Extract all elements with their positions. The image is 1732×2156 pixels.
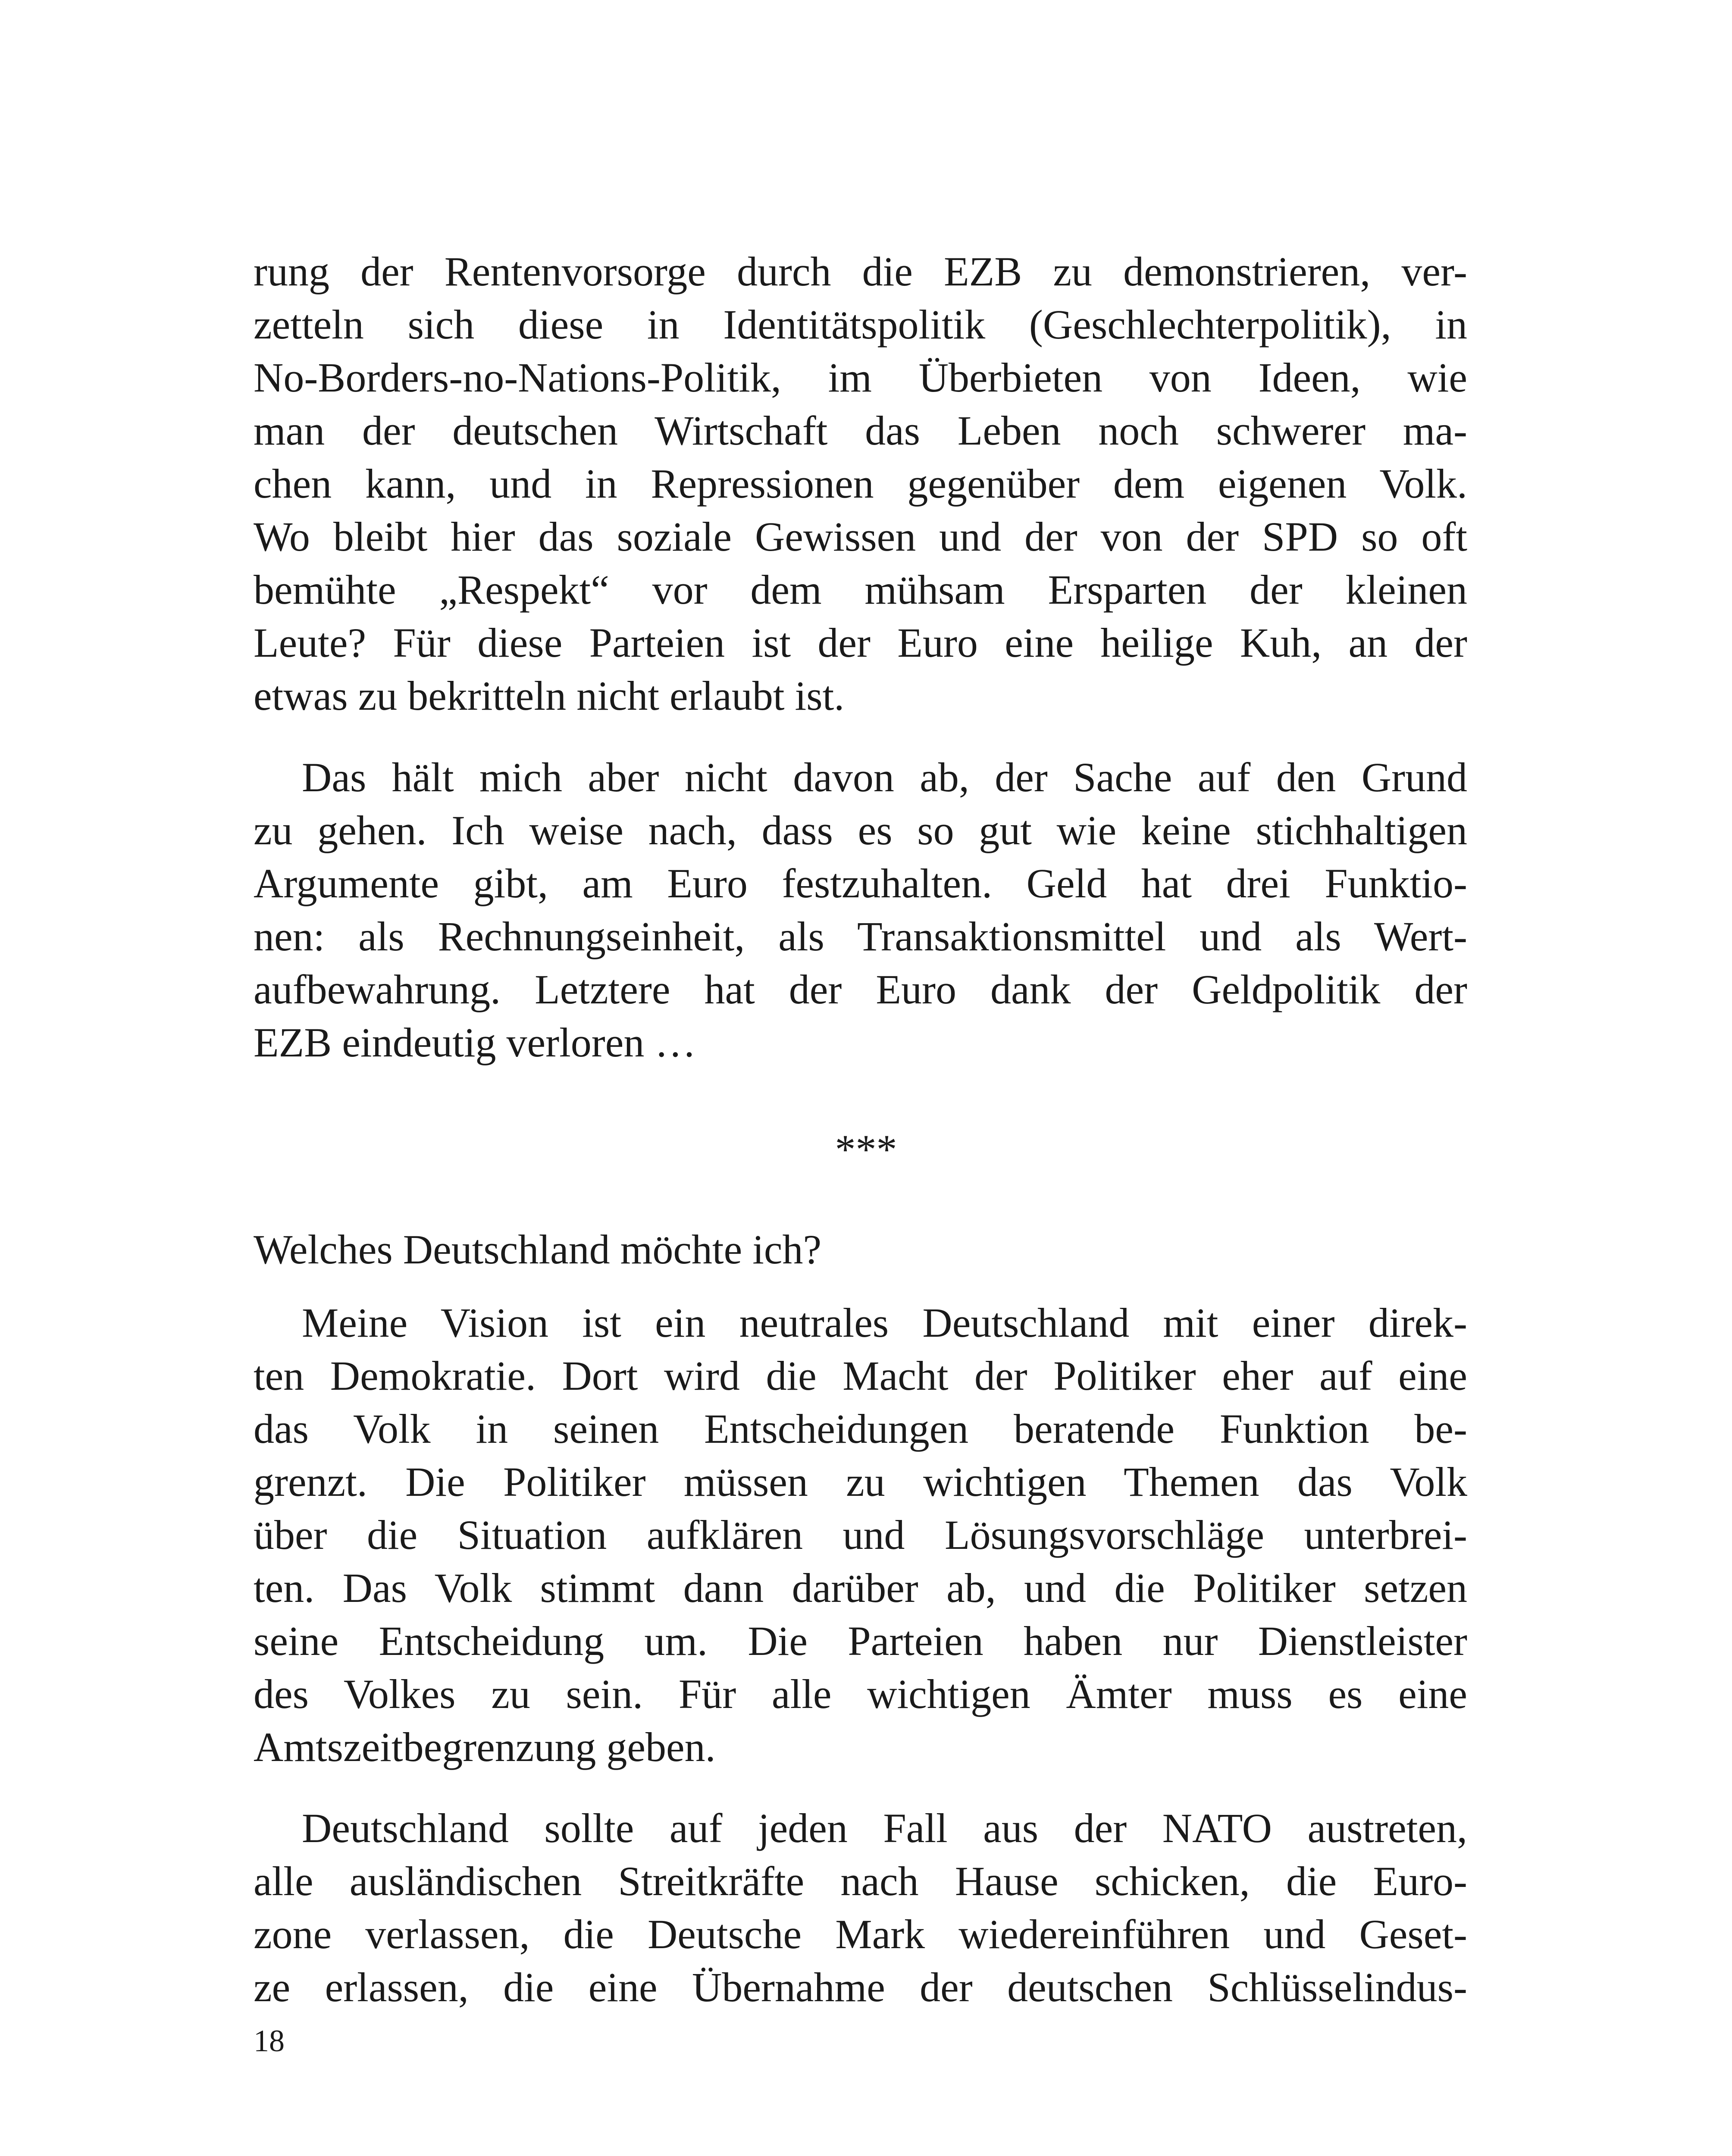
text-line: grenzt. Die Politiker müssen zu wichtigen Themen das Volk (254, 1459, 1467, 1505)
paragraph-block (254, 751, 1467, 1069)
paragraph (254, 1296, 1467, 1774)
text-line: über die Situation aufklären und Lösungsvorschläge unterbrei- (254, 1512, 1467, 1558)
text-line: zetteln sich diese in Identitätspolitik (Geschlechterpolitik), in (254, 301, 1467, 348)
section-heading: Welches Deutschland möchte ich? (254, 1226, 822, 1272)
text-line: Wo bleibt hier das soziale Gewissen und der von der SPD so oft (254, 514, 1467, 560)
text-line: Meine Vision ist ein neutrales Deutschland mit einer direk- (302, 1300, 1467, 1346)
paragraph (254, 245, 1467, 722)
text-line: des Volkes zu sein. Für alle wichtigen Ämter muss es eine (254, 1671, 1467, 1717)
paragraph-continuation (254, 245, 1467, 722)
text-line: ten Demokratie. Dort wird die Macht der Politiker eher auf eine (254, 1353, 1467, 1399)
text-line: seine Entscheidung um. Die Parteien haben nur Dienstleister (254, 1618, 1467, 1664)
text-line: das Volk in seinen Entscheidungen beratende Funktion be- (254, 1406, 1467, 1452)
text-line-last: etwas zu bekritteln nicht erlaubt ist. (254, 673, 845, 719)
text-line-last: EZB eindeutig verloren … (254, 1019, 696, 1065)
text-line: Argumente gibt, am Euro festzuhalten. Geld hat drei Funktio- (254, 860, 1467, 906)
text-line: Deutschland sollte auf jeden Fall aus der NATO austreten, (302, 1805, 1467, 1851)
page-number: 18 (254, 2024, 285, 2058)
text-line: alle ausländischen Streitkräfte nach Hause schicken, die Euro- (254, 1858, 1467, 1904)
text-line: man der deutschen Wirtschaft das Leben noch schwerer ma- (254, 407, 1467, 454)
paragraph (254, 1802, 1467, 2014)
paragraph (254, 751, 1467, 1069)
paragraph-block (254, 1802, 1467, 2014)
text-line: zone verlassen, die Deutsche Mark wiedereinführen und Geset- (254, 1911, 1467, 1957)
text-line: No-Borders-no-Nations-Politik, im Überbieten von Ideen, wie (254, 354, 1467, 401)
text-line: Das hält mich aber nicht davon ab, der Sache auf den Grund (302, 754, 1467, 800)
text-line: bemühte „Respekt“ vor dem mühsam Ersparten der kleinen (254, 567, 1467, 613)
text-line: rung der Rentenvorsorge durch die EZB zu demonstrieren, ver- (254, 248, 1467, 295)
text-line: ze erlassen, die eine Übernahme der deutschen Schlüsselindus- (254, 1964, 1467, 2010)
text-line: aufbewahrung. Letztere hat der Euro dank der Geldpolitik der (254, 966, 1467, 1012)
text-line-last: Amtszeitbegrenzung geben. (254, 1724, 716, 1770)
text-line: Leute? Für diese Parteien ist der Euro eine heilige Kuh, an der (254, 620, 1467, 666)
section-separator: *** (835, 1126, 897, 1172)
text-line: nen: als Rechnungseinheit, als Transaktionsmittel und als Wert- (254, 913, 1467, 959)
text-line: ten. Das Volk stimmt dann darüber ab, und die Politiker setzen (254, 1565, 1467, 1611)
text-line: zu gehen. Ich weise nach, dass es so gut wie keine stichhaltigen (254, 807, 1467, 853)
text-line: chen kann, und in Repressionen gegenüber dem eigenen Volk. (254, 461, 1467, 507)
paragraph-block (254, 1296, 1467, 1774)
